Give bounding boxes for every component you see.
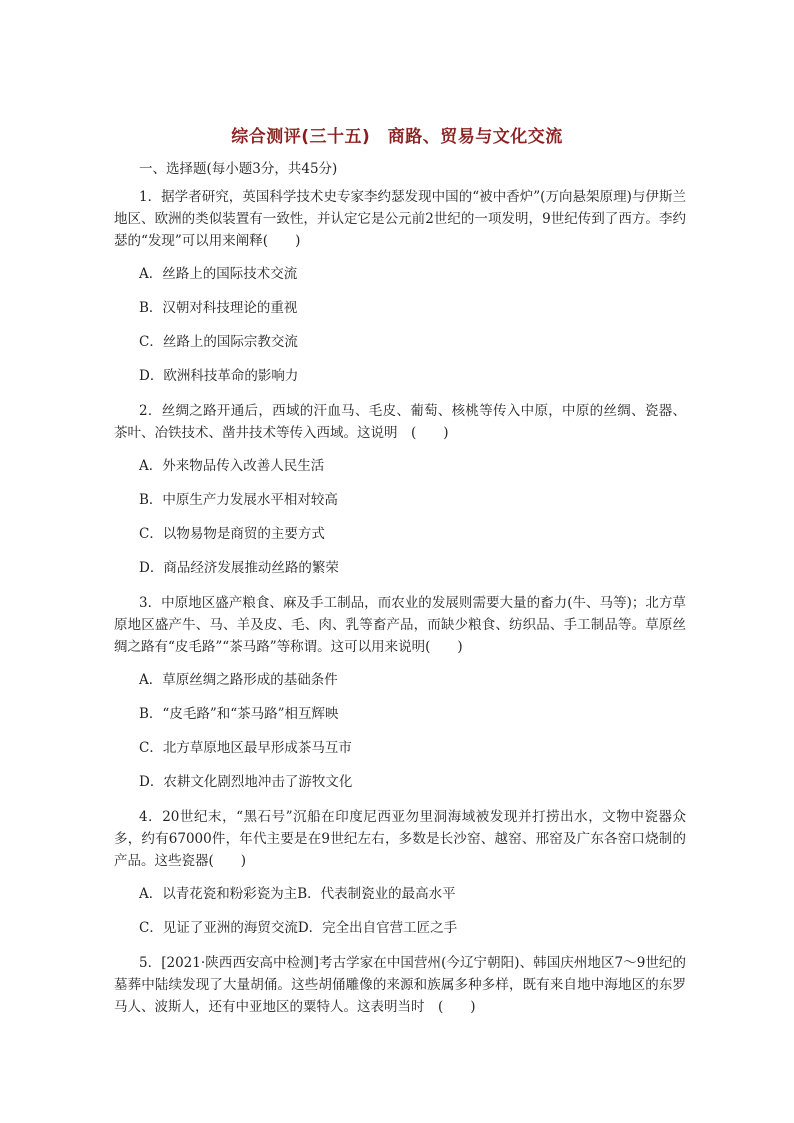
question-2-stem: 2．丝绸之路开通后，西域的汗血马、毛皮、葡萄、核桃等传入中原，中原的丝绸、瓷器、茶叶、冶铁技术、凿井技术等传入西域。这说明 ( ): [114, 403, 686, 441]
question-2-option-c: C．以物易物是商贸的主要方式: [139, 526, 325, 542]
question-4-stem: 4．20世纪末，“黑石号”沉船在印度尼西亚勿里洞海域被发现并打捞出水，文物中瓷器众多，约有67000件，年代主要是在9世纪左右，多数是长沙窑、越窑、邢窑及广东各窑口烧制的产品。这些瓷器( ): [114, 809, 686, 869]
question-5-stem: 5．[2021·陕西西安高中检测]考古学家在中国营州(今辽宁朝阳)、韩国庆州地区7～9世纪的墓葬中陆续发现了大量胡俑。这些胡俑雕像的来源和族属多种多样，既有来自地中海地区的东罗马人、波斯人，还有中亚地区的粟特人。这表明当时 ( ): [114, 955, 686, 1015]
question-2-option-b: B．中原生产力发展水平相对较高: [139, 492, 338, 508]
question-4-option-c: C．见证了亚洲的海贸交流: [139, 920, 298, 936]
question-4-option-b: B．代表制瓷业的最高水平: [297, 886, 456, 902]
question-4-option-a: A．以青花瓷和粉彩瓷为主: [139, 886, 298, 902]
question-2-option-d: D．商品经济发展推动丝路的繁荣: [139, 560, 339, 576]
question-3-option-d: D．农耕文化剧烈地冲击了游牧文化: [139, 774, 353, 790]
question-4-options-line-2: [114, 918, 686, 938]
question-4-options-line-1: [114, 884, 686, 904]
question-2-option-a: A．外来物品传入改善人民生活: [139, 458, 325, 474]
section-heading: 一、选择题(每小题3分，共45分): [139, 161, 338, 177]
question-3-option-b: B．“皮毛路”和“茶马路”相互辉映: [139, 706, 339, 722]
question-3-option-a: A．草原丝绸之路形成的基础条件: [139, 672, 338, 688]
question-3-stem: 3．中原地区盛产粮食、麻及手工制品，而农业的发展则需要大量的畜力(牛、马等)；北方草原地区盛产牛、马、羊及皮、毛、肉、乳等畜产品，而缺少粮食、纺织品、手工制品等。草原丝绸之路有“皮毛路”“茶马路”等称谓。这可以用来说明( ): [114, 595, 686, 655]
question-1-option-b: B．汉朝对科技理论的重视: [139, 300, 298, 316]
question-3-option-c: C．北方草原地区最早形成茶马互市: [139, 740, 352, 756]
question-1-stem: 1．据学者研究，英国科学技术史专家李约瑟发现中国的“被中香炉”(万向悬架原理)与伊斯兰地区、欧洲的类似装置有一致性，并认定它是公元前2世纪的一项发明，9世纪传到了西方。李约瑟的“发现”可以用来阐释( ): [114, 189, 686, 249]
question-4-option-d: D．完全出自官营工匠之手: [297, 920, 458, 936]
question-1-option-d: D．欧洲科技革命的影响力: [139, 368, 299, 384]
question-1-option-a: A．丝路上的国际技术交流: [139, 266, 298, 282]
question-1-option-c: C．丝路上的国际宗教交流: [139, 334, 298, 350]
page-title: 综合测评(三十五) 商路、贸易与文化交流: [231, 127, 563, 147]
question-list: [114, 186, 686, 1030]
